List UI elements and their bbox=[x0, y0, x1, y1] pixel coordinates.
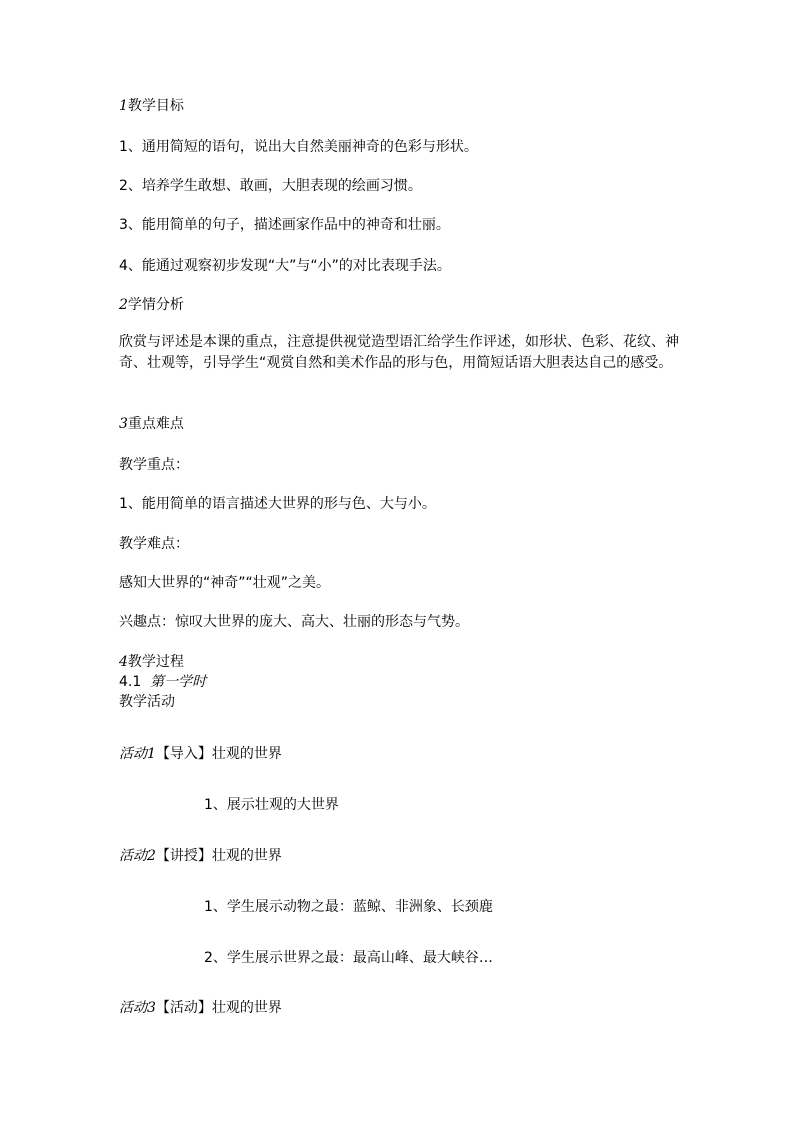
activity-label: 活动 bbox=[119, 1000, 147, 1016]
subsection-heading bbox=[119, 672, 206, 692]
activity-tag: 【活动】 bbox=[155, 1000, 212, 1016]
goal-item: 3、能用简单的句子，描述画家作品中的神奇和壮丽。 bbox=[119, 217, 450, 233]
section-heading-key-difficult bbox=[119, 414, 184, 434]
analysis-paragraph: 欣赏与评述是本课的重点，注意提供视觉造型语汇给学生作评述，如形状、色彩、花纹、神奇、壮观等，引导学生“观赏自然和美术作品的形与色，用简短话语大胆表达自己的感受。 bbox=[119, 334, 679, 371]
activity-tag: 【导入】 bbox=[155, 746, 212, 762]
activity-heading bbox=[119, 998, 282, 1018]
activity-label: 活动 bbox=[119, 746, 147, 762]
interest-point: 兴趣点：惊叹大世界的庞大、高大、壮丽的形态与气势。 bbox=[119, 614, 469, 630]
subsection-title: 第一学时 bbox=[150, 674, 207, 690]
subsection-number: 4.1 bbox=[119, 674, 142, 690]
key-points-item: 1、能用简单的语言描述大世界的形与色、大与小。 bbox=[119, 496, 436, 512]
section-title: 教学过程 bbox=[127, 654, 184, 670]
goal-item: 1、通用简短的语句，说出大自然美丽神奇的色彩与形状。 bbox=[119, 139, 478, 155]
difficulties-heading: 教学难点： bbox=[119, 536, 189, 552]
key-points-heading: 教学重点： bbox=[119, 457, 189, 473]
activity-step: 1、学生展示动物之最：蓝鲸、非洲象、长颈鹿 bbox=[204, 899, 493, 915]
section-number: 1 bbox=[119, 98, 128, 114]
difficulties-item: 感知大世界的“神奇”“壮观”之美。 bbox=[119, 575, 331, 591]
activity-step: 1、展示壮观的大世界 bbox=[204, 797, 339, 813]
activity-step: 2、学生展示世界之最：最高山峰、最大峡谷… bbox=[204, 950, 493, 966]
section-heading-process bbox=[119, 652, 184, 672]
section-title: 教学目标 bbox=[127, 98, 184, 114]
section-number: 4 bbox=[119, 654, 128, 670]
section-title: 重点难点 bbox=[127, 416, 184, 432]
activity-title: 壮观的世界 bbox=[211, 848, 282, 864]
section-number: 2 bbox=[119, 297, 128, 313]
section-title: 学情分析 bbox=[127, 297, 184, 313]
activity-tag: 【讲授】 bbox=[155, 848, 212, 864]
activity-heading bbox=[119, 846, 282, 866]
activities-heading: 教学活动 bbox=[119, 694, 175, 710]
activity-label: 活动 bbox=[119, 848, 147, 864]
section-number: 3 bbox=[119, 416, 128, 432]
section-heading-goals bbox=[119, 96, 184, 116]
activity-title: 壮观的世界 bbox=[211, 746, 282, 762]
activity-number: 3 bbox=[147, 1000, 156, 1016]
goal-item: 4、能通过观察初步发现“大”与“小”的对比表现手法。 bbox=[119, 258, 451, 274]
activity-title: 壮观的世界 bbox=[211, 1000, 282, 1016]
activity-number: 2 bbox=[147, 848, 156, 864]
section-heading-analysis bbox=[119, 295, 184, 315]
activity-heading bbox=[119, 744, 282, 764]
goal-item: 2、培养学生敢想、敢画，大胆表现的绘画习惯。 bbox=[119, 178, 422, 194]
activity-number: 1 bbox=[147, 746, 156, 762]
